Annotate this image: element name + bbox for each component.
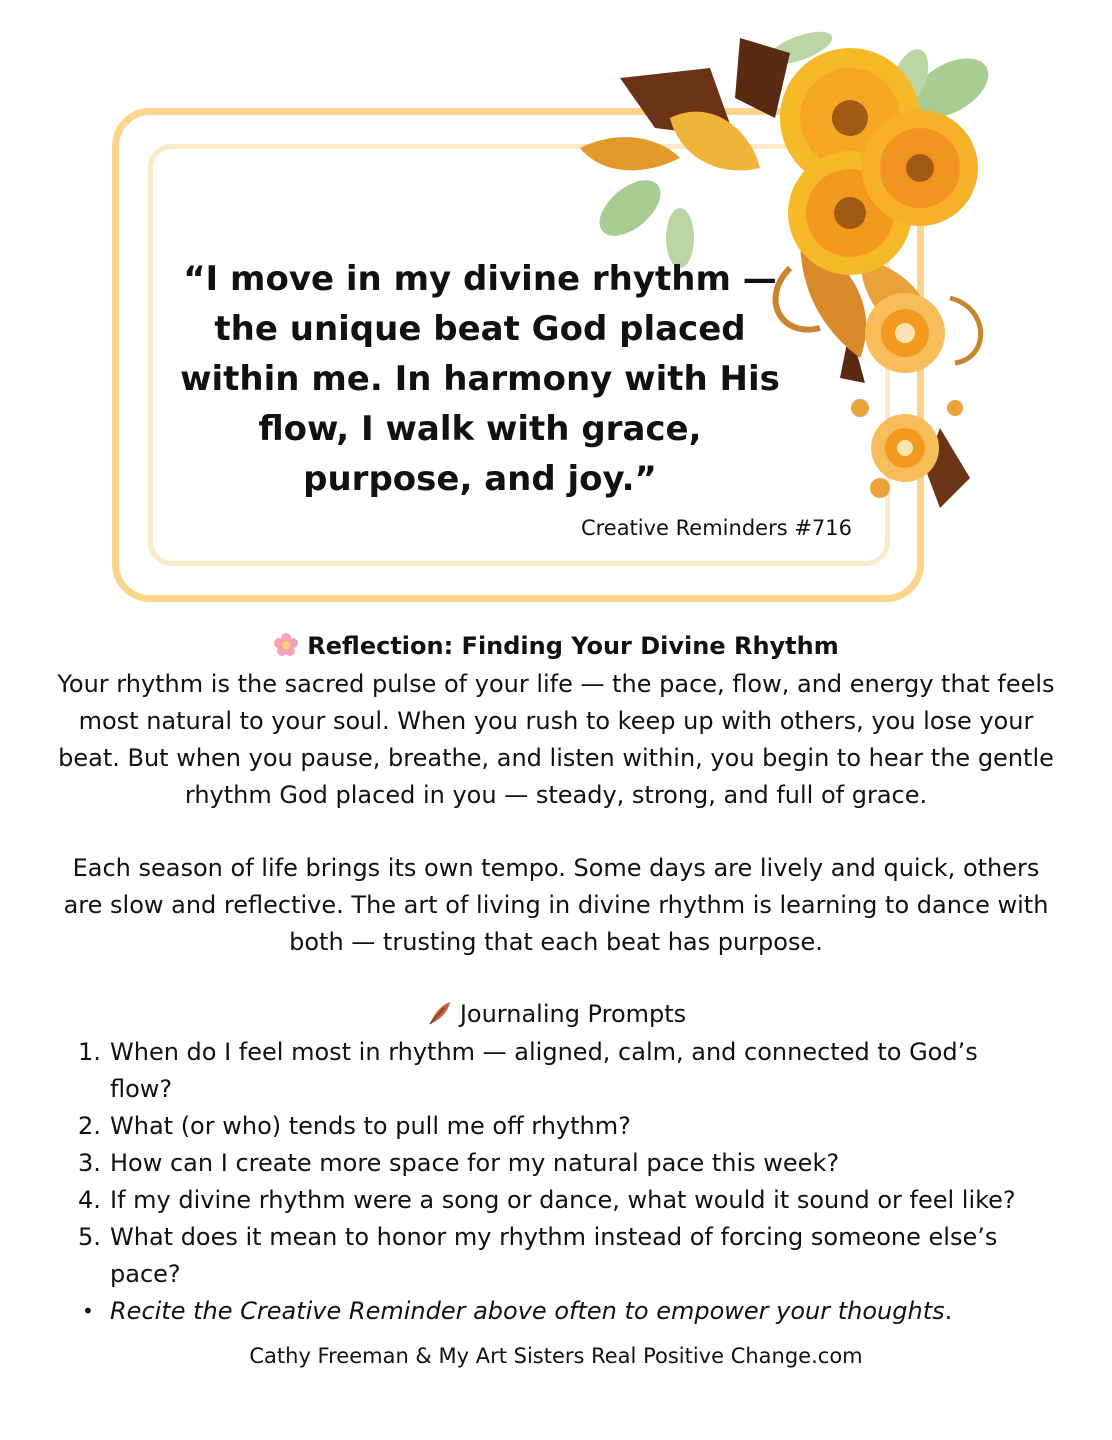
prompt-text: What does it mean to honor my rhythm instead of forcing someone else’s pace? [110, 1223, 998, 1288]
list-number: 2. [78, 1112, 101, 1140]
list-item [78, 1182, 1038, 1219]
feather-icon [426, 1000, 452, 1026]
list-item [78, 1108, 1038, 1145]
list-item [78, 1145, 1038, 1182]
footer-credit: Cathy Freeman & My Art Sisters Real Positive Change.com [249, 1344, 863, 1368]
prompt-text: How can I create more space for my natural pace this week? [110, 1149, 840, 1177]
journaling-heading [56, 996, 1056, 1033]
list-number: 1. [78, 1038, 101, 1066]
reflection-paragraph: Each season of life brings its own tempo. Some days are lively and quick, others are slow and reflective. The art of living in divine rhythm is learning to dance with both — trusting that each beat has purpose. [63, 854, 1049, 956]
reflection-heading [56, 628, 1056, 665]
list-item [78, 1293, 1038, 1330]
prompt-text: What (or who) tends to pull me off rhythm? [110, 1112, 631, 1140]
quote-credit: Creative Reminders #716 [580, 516, 852, 540]
list-item [78, 1034, 1038, 1108]
journaling-prompts-list [78, 1034, 1038, 1330]
reminder-text [110, 1293, 1038, 1330]
reflection-heading-text: Reflection: Finding Your Divine Rhythm [307, 632, 839, 660]
list-number: 3. [78, 1149, 101, 1177]
list-number: 4. [78, 1186, 101, 1214]
flower-icon [273, 632, 299, 658]
reminder-period: . [944, 1297, 953, 1325]
prompt-text: When do I feel most in rhythm — aligned, calm, and connected to God’s flow? [110, 1038, 978, 1103]
reminder-italic-text: Recite the Creative Reminder above often to empower your thoughts [110, 1297, 945, 1325]
bullet-icon: • [82, 1299, 94, 1323]
quote-text: “I move in my divine rhythm — the unique beat God placed within me. In harmony with His flow, I walk with grace, purpose, and joy.” [180, 259, 780, 499]
list-item [78, 1219, 1038, 1293]
reflection-paragraph: Your rhythm is the sacred pulse of your life — the pace, flow, and energy that feels most natural to your soul. When you rush to keep up with others, you lose your beat. But when you pause, breathe, and listen within, you begin to hear the gentle rhythm God placed in you — steady, strong, and full of grace. [57, 670, 1055, 809]
prompt-text: If my divine rhythm were a song or dance, what would it sound or feel like? [110, 1186, 1016, 1214]
list-number: 5. [78, 1223, 101, 1251]
journaling-heading-text: Journaling Prompts [459, 1000, 687, 1028]
